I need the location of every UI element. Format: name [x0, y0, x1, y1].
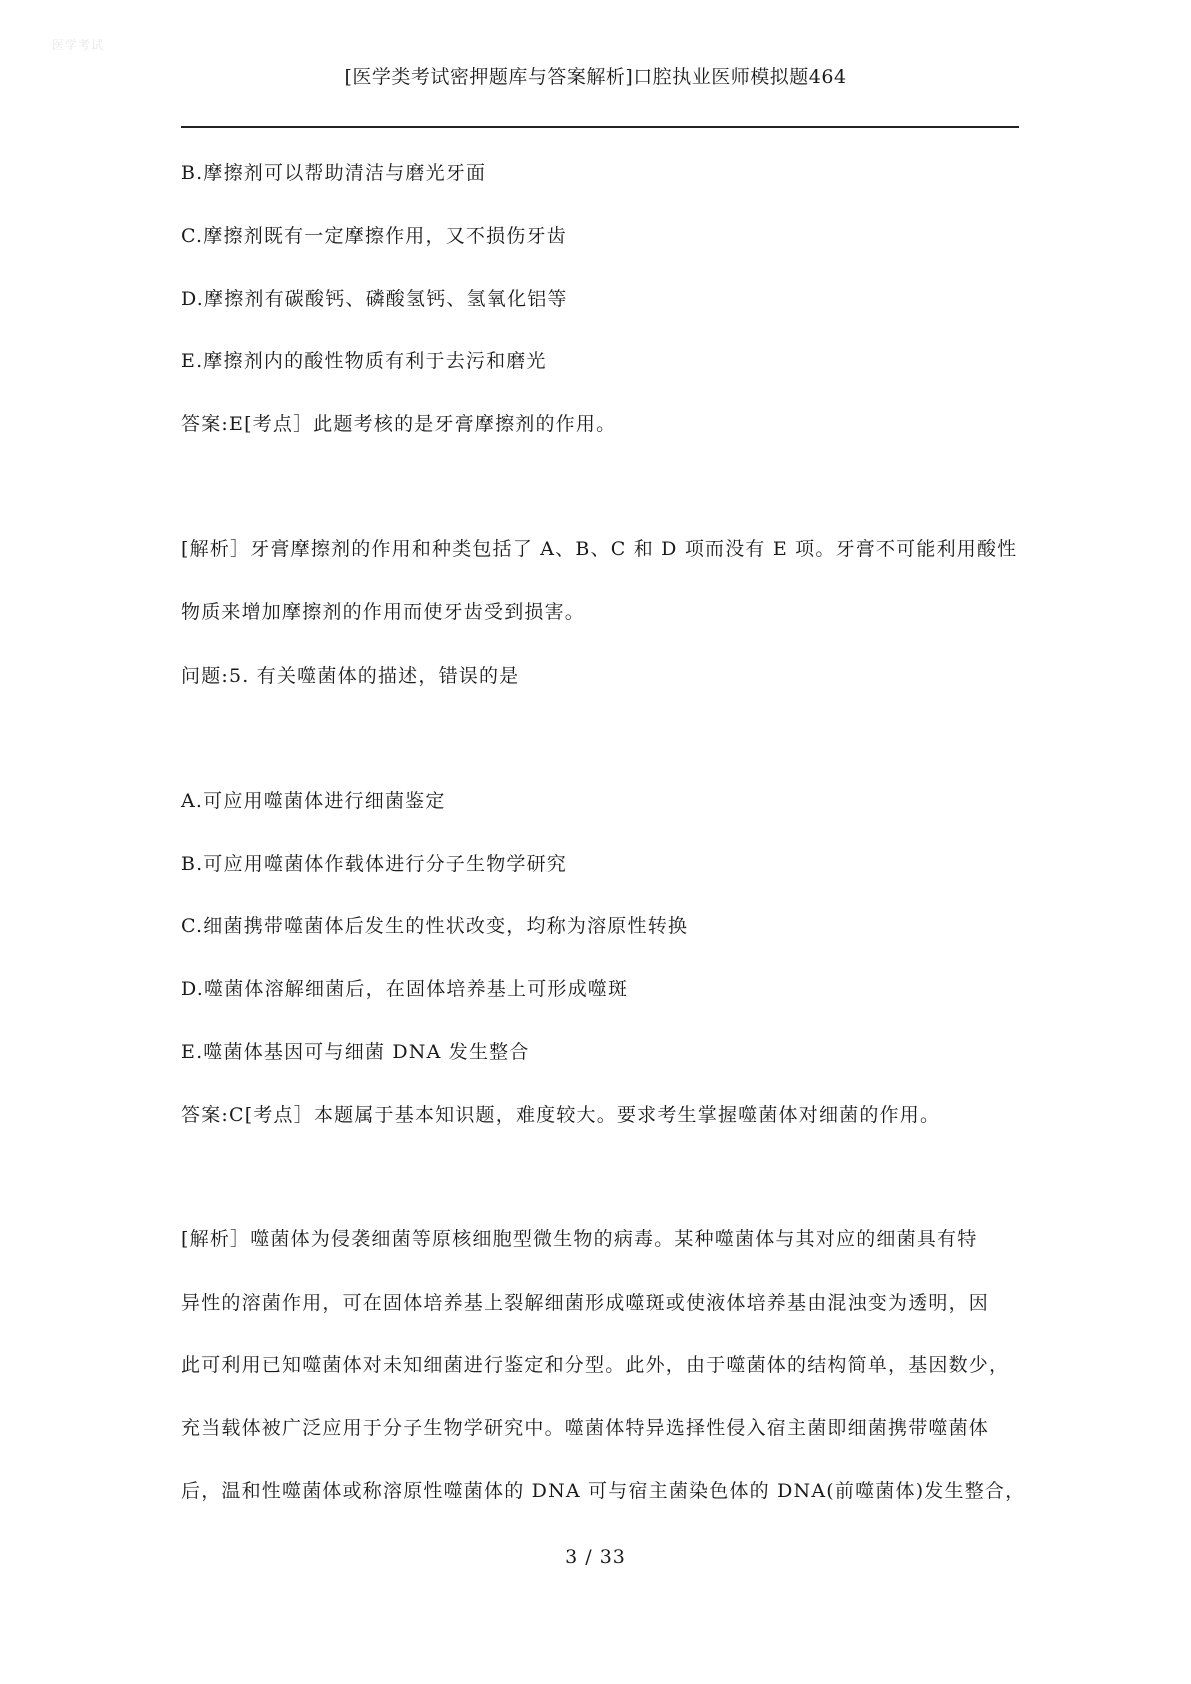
q5-analysis-line: 充当载体被广泛应用于分子生物学研究中。噬菌体特异选择性侵入宿主菌即细菌携带噬菌体 — [181, 1417, 990, 1439]
q5-analysis-line: 后，温和性噬菌体或称溶原性噬菌体的 DNA 可与宿主菌染色体的 DNA(前噬菌体)发生整合， — [181, 1480, 1026, 1502]
q4-analysis-line: 物质来增加摩擦剂的作用而使牙齿受到损害。 — [181, 601, 586, 623]
header-divider — [181, 126, 1019, 128]
q5-analysis-line: 异性的溶菌作用，可在固体培养基上裂解细菌形成噬斑或使液体培养基由混浊变为透明，因 — [181, 1292, 990, 1314]
q5-option-a: A.可应用噬菌体进行细菌鉴定 — [181, 790, 446, 812]
q5-analysis-line: 此可利用已知噬菌体对未知细菌进行鉴定和分型。此外，由于噬菌体的结构简单，基因数少， — [181, 1354, 1010, 1376]
page-header-title: [医学类考试密押题库与答案解析]口腔执业医师模拟题464 — [344, 66, 847, 88]
q4-option-b: B.摩擦剂可以帮助清洁与磨光牙面 — [181, 162, 487, 184]
q5-option-e: E.噬菌体基因可与细菌 DNA 发生整合 — [181, 1041, 530, 1063]
q5-option-c: C.细菌携带噬菌体后发生的性状改变，均称为溶原性转换 — [181, 915, 689, 937]
q5-option-b: B.可应用噬菌体作载体进行分子生物学研究 — [181, 853, 568, 875]
q5-analysis-line: [解析］噬菌体为侵袭细菌等原核细胞型微生物的病毒。某种噬菌体与其对应的细菌具有特 — [181, 1228, 978, 1250]
q5-option-d: D.噬菌体溶解细菌后，在固体培养基上可形成噬斑 — [181, 978, 629, 1000]
q4-option-c: C.摩擦剂既有一定摩擦作用，又不损伤牙齿 — [181, 225, 567, 247]
q4-option-e: E.摩擦剂内的酸性物质有利于去污和磨光 — [181, 350, 547, 372]
watermark-text: 医学考试 — [52, 38, 105, 52]
page-number: 3 / 33 — [565, 1546, 626, 1568]
q4-option-d: D.摩擦剂有碳酸钙、磷酸氢钙、氢氧化铝等 — [181, 288, 568, 310]
q4-analysis-line: [解析］牙膏摩擦剂的作用和种类包括了 A、B、C 和 D 项而没有 E 项。牙膏不可能利用酸性 — [181, 538, 1018, 560]
q4-answer: 答案:E[考点］此题考核的是牙膏摩擦剂的作用。 — [181, 413, 617, 435]
q5-question: 问题:5. 有关噬菌体的描述，错误的是 — [181, 665, 520, 687]
q5-answer: 答案:C[考点］本题属于基本知识题，难度较大。要求考生掌握噬菌体对细菌的作用。 — [181, 1104, 941, 1126]
